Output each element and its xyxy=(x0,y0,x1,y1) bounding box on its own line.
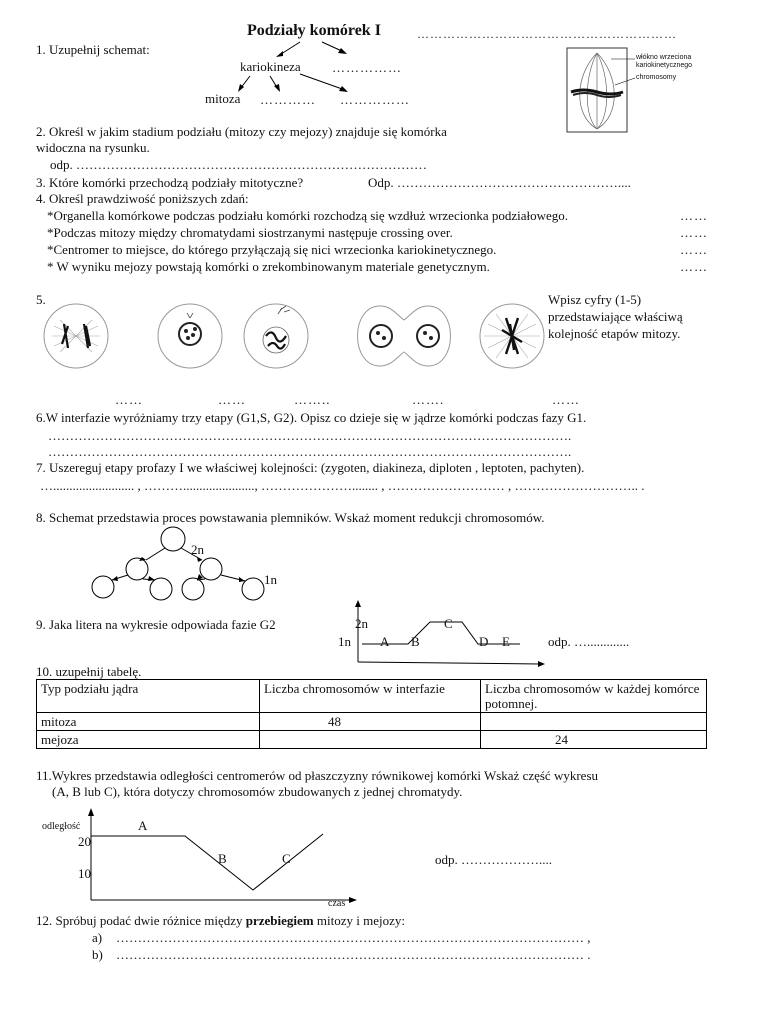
q9-y-2n: 2n xyxy=(355,616,368,631)
q11-letter-c: C xyxy=(282,851,291,866)
q9-y-1n: 1n xyxy=(338,634,351,649)
q5-answer-5[interactable]: …… xyxy=(552,392,580,407)
title-dots: …………………………………………………… xyxy=(417,27,677,41)
q5-answer-3[interactable]: …….. xyxy=(294,392,331,407)
q11-y-20: 20 xyxy=(78,834,91,849)
mitosis-cell-anaphase xyxy=(44,304,108,368)
q5-instr-3: kolejność etapów mitozy. xyxy=(548,326,681,341)
q1-dots-3: …………… xyxy=(340,92,410,107)
q12-text-post: mitozy i mejozy: xyxy=(313,913,405,928)
mitosis-cell-prophase-late xyxy=(244,304,308,368)
q7-answer[interactable]: …......................... , ………......................, …………………........ , ……………………… , ……………………….. . xyxy=(40,478,645,493)
table-cell[interactable] xyxy=(260,731,481,749)
table-header-cell: Liczba chromosomów w interfazie xyxy=(260,680,481,713)
q12-label-b: b) xyxy=(92,947,103,962)
q11-ylabel: odległość xyxy=(42,821,81,832)
q11-line-2: (A, B lub C), która dotyczy chromosomów zbudowanych z jednej chromatydy. xyxy=(52,784,463,799)
table-row xyxy=(37,731,707,749)
q1-karyokinesis: kariokineza xyxy=(240,59,301,74)
q5-mitosis-figures xyxy=(40,300,540,380)
q12-answer-b[interactable]: ……………………………………………………………………………………………… . xyxy=(116,947,591,962)
q4-answer-3[interactable]: …… xyxy=(680,242,708,257)
q4-item-3: *Centromer to miejsce, do którego przyłączają się nici wrzecionka kariokinetycznego. xyxy=(47,242,497,257)
q4-item-2: *Podczas mitozy między chromatydami siostrzanymi następuje crossing over. xyxy=(47,225,453,240)
q12-text xyxy=(36,913,405,928)
q2-line-1: 2. Określ w jakim stadium podziału (mitozy czy mejozy) znajduje się komórka xyxy=(36,124,447,139)
q9-text: 9. Jaka litera na wykresie odpowiada fazie G2 xyxy=(36,617,276,632)
q4-answer-4[interactable]: …… xyxy=(680,259,708,274)
q11-letter-b: B xyxy=(218,851,227,866)
q2-label-fiber-1: włókno wrzeciona xyxy=(636,54,692,61)
table-header-cell: Typ podziału jądra xyxy=(37,680,260,713)
q6-answer-1[interactable]: …………………………………………………………………………………………………………. xyxy=(48,428,572,443)
q5-instr-2: przedstawiające właściwą xyxy=(548,309,683,324)
q4-answer-1[interactable]: …… xyxy=(680,208,708,223)
q5-answer-4[interactable]: ……. xyxy=(412,392,445,407)
q5-num: 5. xyxy=(36,292,46,307)
q9-letter-e: E xyxy=(502,634,510,649)
q2-label-fiber-2: kariokinetycznego xyxy=(636,62,693,69)
q8-tree-diagram xyxy=(85,525,305,605)
table-cell[interactable] xyxy=(481,713,707,731)
q2-answer[interactable]: odp. ……………………………………………………………………… xyxy=(50,157,427,172)
table-cell: mejoza xyxy=(37,731,260,749)
table-cell[interactable]: 24 xyxy=(481,731,707,749)
q2-label-chromosomes: chromosomy xyxy=(636,74,677,81)
q4-item-1: *Organella komórkowe podczas podziału komórki rozchodzą się wzdłuż wrzecionka podziałowego. xyxy=(47,208,569,223)
q5-answer-2[interactable]: …… xyxy=(218,392,246,407)
q12-answer-a[interactable]: ……………………………………………………………………………………………… , xyxy=(116,930,591,945)
q6-answer-2[interactable]: …………………………………………………………………………………………………………. xyxy=(48,444,572,459)
q12-label-a: a) xyxy=(92,930,103,945)
q1-text: 1. Uzupełnij schemat: xyxy=(36,42,150,57)
q9-letter-a: A xyxy=(380,634,390,649)
q8-label-2n: 2n xyxy=(191,542,204,557)
q1-dots-2: ………… xyxy=(260,92,316,107)
q6-text: 6.W interfazie wyróżniamy trzy etapy (G1,S, G2). Opisz co dzieje się w jądrze komórki podczas fazy G1. xyxy=(36,410,587,425)
table-header-row xyxy=(37,680,707,713)
q8-label-1n: 1n xyxy=(264,572,277,587)
q2-line-2: widoczna na rysunku. xyxy=(36,140,150,155)
mitosis-cell-metaphase xyxy=(480,304,544,368)
table-row xyxy=(37,713,707,731)
q3-text: 3. Które komórki przechodzą podziały mitotyczne? xyxy=(36,175,304,190)
q10-table xyxy=(36,679,707,749)
page-title: Podziały komórek I xyxy=(247,22,381,39)
q9-letter-b: B xyxy=(411,634,420,649)
q5-instr-1: Wpisz cyfry (1-5) xyxy=(548,292,642,307)
q11-graph xyxy=(85,808,385,908)
q9-answer[interactable]: odp. …............. xyxy=(548,634,630,649)
q11-line-1: 11.Wykres przedstawia odległości centromerów od płaszczyzny równikowej komórki Wskaż część wykresu xyxy=(36,768,599,783)
q12-text-pre: 12. Spróbuj podać dwie różnice między xyxy=(36,913,246,928)
mitosis-cell-telophase xyxy=(358,306,451,366)
q11-answer[interactable]: odp. ……………….... xyxy=(435,852,552,867)
q1-mitosis: mitoza xyxy=(205,91,241,106)
table-header-cell: Liczba chromosomów w każdej komórce potomnej. xyxy=(481,680,707,713)
q9-letter-d: D xyxy=(479,634,489,649)
q8-text: 8. Schemat przedstawia proces powstawania plemników. Wskaż moment redukcji chromosomów. xyxy=(36,510,545,525)
q4-text: 4. Określ prawdziwość poniższych zdań: xyxy=(36,191,249,206)
q1-dots-1: …………… xyxy=(332,60,402,75)
q4-answer-2[interactable]: …… xyxy=(680,225,708,240)
q10-text: 10. uzupełnij tabelę. xyxy=(36,664,142,679)
table-cell[interactable]: 48 xyxy=(260,713,481,731)
q11-xlabel: czas xyxy=(328,898,346,909)
q12-text-bold: przebiegiem xyxy=(245,913,314,928)
mitosis-cell-prophase xyxy=(158,304,222,368)
q3-answer[interactable]: Odp. …………………………………………….... xyxy=(368,175,631,190)
table-cell: mitoza xyxy=(37,713,260,731)
q11-y-10: 10 xyxy=(78,866,91,881)
q5-answer-1[interactable]: …… xyxy=(115,392,143,407)
q7-text: 7. Uszereguj etapy profazy I we właściwej kolejności: (zygoten, diakineza, diploten , leptoten, pachyten). xyxy=(36,460,585,475)
q4-item-4: * W wyniku mejozy powstają komórki o zrekombinowanym materiale genetycznym. xyxy=(47,259,490,274)
q11-letter-a: A xyxy=(138,818,148,833)
q9-letter-c: C xyxy=(444,616,453,631)
